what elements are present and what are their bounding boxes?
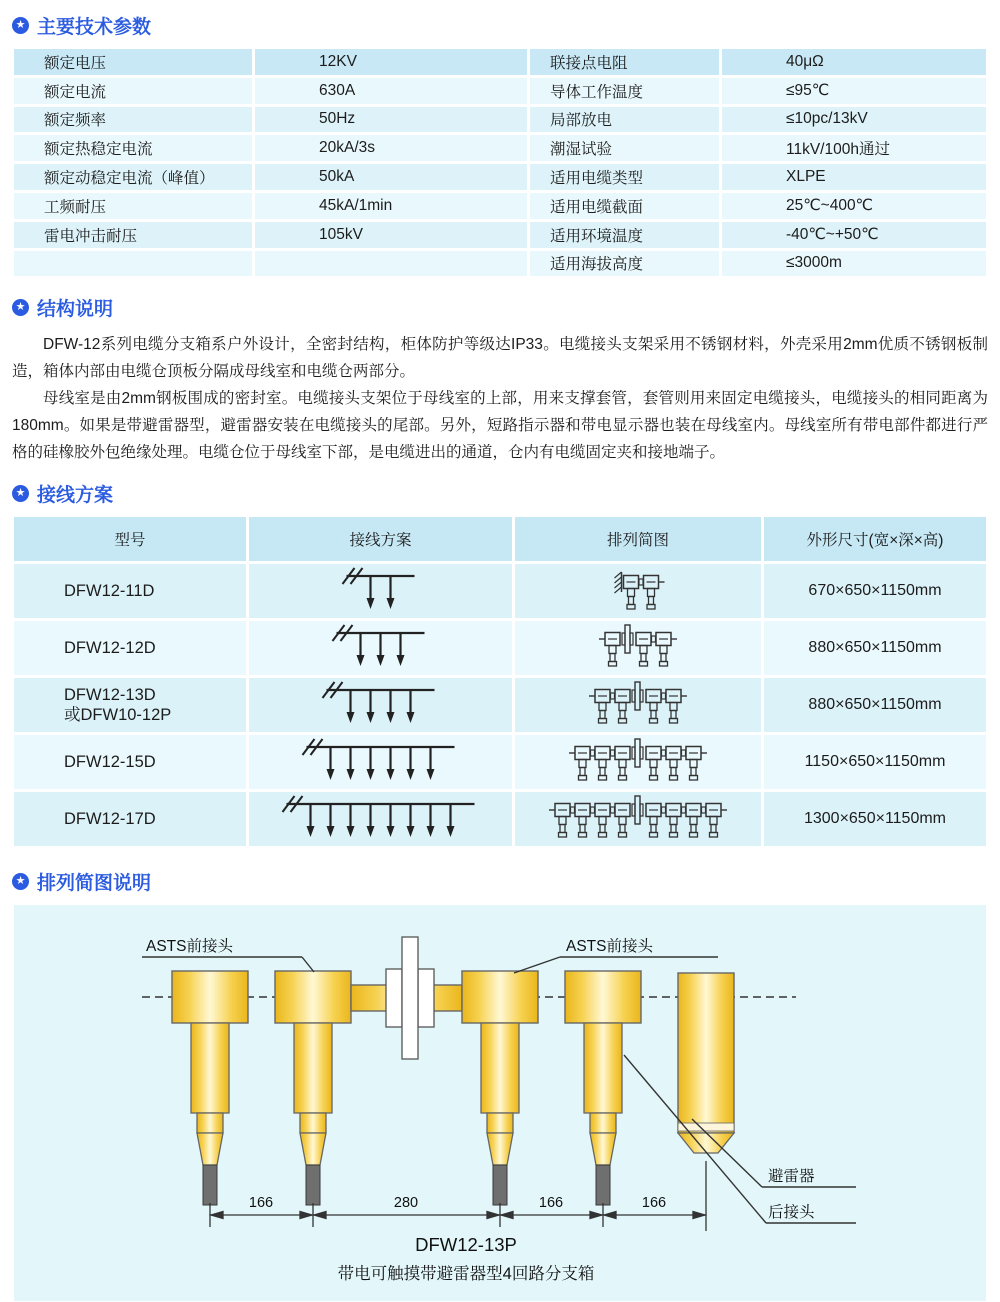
layout-glyph: [523, 623, 753, 673]
star-circle-icon: [12, 873, 29, 890]
layout-glyph: [523, 680, 753, 730]
wiring-diagram-cell: [249, 735, 512, 789]
model-cell: [14, 621, 246, 675]
section-title-text: 主要技术参数: [37, 17, 152, 38]
star-glyph: ★: [15, 487, 26, 500]
wiring-scheme-table: [14, 517, 986, 846]
section-title-layout-note: [12, 868, 1000, 895]
arrester-label: 避雷器: [768, 1168, 815, 1186]
layout-diagram-cell: [515, 678, 761, 732]
model-label: 或DFW10-12P: [64, 706, 172, 725]
dimensions-value: 1150×650×1150mm: [764, 735, 986, 789]
param-label: 适用电缆类型: [530, 164, 719, 190]
structure-paragraph-2: 母线室是由2mm钢板围成的密封室。电缆接头支架位于母线室的上部，用来支撑套管，套管则用来固定电缆接头，电缆接头的相同距离为180mm。如果是带避雷器型，避雷器安装在电缆接头的尾部。另外，短路指示器和带电显示器也装在母线室内。母线室所有带电部件都进行严格的硅橡胶外包绝缘处理。电缆仓位于母线室下部，是电缆进出的通道，仓内有电缆固定夹和接地端子。: [12, 390, 988, 462]
section-title-params: [12, 12, 1000, 39]
column-header-dimensions: 外形尺寸(宽×深×高): [764, 517, 986, 561]
layout-glyph: [523, 566, 753, 616]
rear-connector-label: 后接头: [768, 1204, 815, 1222]
wiring-diagram-cell: [249, 564, 512, 618]
param-label: [14, 251, 252, 277]
star-glyph: ★: [15, 301, 26, 314]
dimensions-value: 1300×650×1150mm: [764, 792, 986, 846]
param-value: 630A: [255, 78, 527, 104]
param-value: 12KV: [255, 49, 527, 75]
param-label: 导体工作温度: [530, 78, 719, 104]
layout-diagram: [14, 905, 986, 1301]
param-label: 额定电流: [14, 78, 252, 104]
star-circle-icon: [12, 485, 29, 502]
param-label: 适用电缆截面: [530, 193, 719, 219]
param-value: 25℃~400℃: [722, 193, 986, 219]
layout-diagram-cell: [515, 735, 761, 789]
section-title-text: 排列简图说明: [37, 873, 152, 895]
param-label: 雷电冲击耐压: [14, 222, 252, 248]
param-value: XLPE: [722, 164, 986, 190]
tech-params-table: [14, 49, 986, 276]
param-value: 20kA/3s: [255, 135, 527, 161]
front-connector-label-right: ASTS前接头: [566, 938, 653, 956]
star-glyph: ★: [15, 19, 26, 31]
param-value: 50kA: [255, 164, 527, 190]
wiring-scheme-glyph: [258, 679, 503, 731]
param-value: ≤10pc/13kV: [722, 107, 986, 133]
model-label: DFW12-15D: [64, 753, 156, 772]
model-cell: [14, 564, 246, 618]
wiring-scheme-glyph: [258, 565, 503, 617]
figure-model-label: DFW12-13P: [415, 1234, 517, 1256]
param-value: 50Hz: [255, 107, 527, 133]
layout-diagram-cell: [515, 564, 761, 618]
dimensions-value: 880×650×1150mm: [764, 621, 986, 675]
model-cell: [14, 735, 246, 789]
wiring-scheme-glyph: [258, 622, 503, 674]
wiring-diagram-cell: [249, 678, 512, 732]
dim-value-4: 166: [641, 1195, 667, 1212]
layout-diagram-panel: [14, 905, 986, 1301]
layout-glyph: [523, 737, 753, 787]
dim-value-1: 166: [248, 1195, 274, 1212]
param-value: [255, 251, 527, 277]
star-circle-icon: [12, 17, 29, 34]
model-label: DFW12-12D: [64, 639, 156, 658]
model-label: DFW12-11D: [64, 582, 155, 601]
dim-value-3: 166: [538, 1195, 564, 1212]
column-header-model: 型号: [14, 517, 246, 561]
wiring-diagram-cell: [249, 621, 512, 675]
section-title-text: 接线方案: [37, 485, 114, 507]
param-value: 11kV/100h通过: [722, 135, 986, 161]
param-label: 额定动稳定电流（峰值）: [14, 164, 252, 190]
param-value: -40℃~+50℃: [722, 222, 986, 248]
dimension-lines: [210, 1161, 706, 1231]
layout-diagram-cell: [515, 621, 761, 675]
front-connector-label-left: ASTS前接头: [146, 938, 233, 956]
arrester-body: [678, 973, 734, 1153]
star-glyph: ★: [15, 875, 26, 888]
bushing-flange: [386, 937, 434, 1059]
param-label: 适用海拔高度: [530, 251, 719, 277]
model-cell: [14, 678, 246, 732]
section-title-wiring: [12, 480, 1000, 507]
param-value: 45kA/1min: [255, 193, 527, 219]
column-header-layout: 排列简图: [515, 517, 761, 561]
param-label: 潮湿试验: [530, 135, 719, 161]
model-cell: [14, 792, 246, 846]
section-title-text: 结构说明: [37, 299, 114, 321]
param-label: 额定电压: [14, 49, 252, 75]
param-label: 适用环境温度: [530, 222, 719, 248]
dim-value-2: 280: [393, 1195, 419, 1212]
wiring-scheme-glyph: [258, 793, 503, 845]
param-label: 局部放电: [530, 107, 719, 133]
figure-caption: 带电可触摸带避雷器型4回路分支箱: [337, 1265, 595, 1284]
wiring-diagram-cell: [249, 792, 512, 846]
param-value: 105kV: [255, 222, 527, 248]
param-value: ≤3000m: [722, 251, 986, 277]
dimensions-value: 880×650×1150mm: [764, 678, 986, 732]
param-label: 额定频率: [14, 107, 252, 133]
structure-description: [12, 331, 988, 466]
model-label: DFW12-17D: [64, 810, 156, 829]
column-header-wiring: 接线方案: [249, 517, 512, 561]
param-value: 40μΩ: [722, 49, 986, 75]
section-title-structure: [12, 294, 1000, 321]
layout-diagram-cell: [515, 792, 761, 846]
layout-glyph: [523, 794, 753, 844]
dimensions-value: 670×650×1150mm: [764, 564, 986, 618]
param-label: 工频耐压: [14, 193, 252, 219]
param-label: 联接点电阻: [530, 49, 719, 75]
wiring-scheme-glyph: [258, 736, 503, 788]
param-value: ≤95℃: [722, 78, 986, 104]
model-label: DFW12-13D: [64, 685, 156, 704]
structure-paragraph-1: DFW-12系列电缆分支箱系户外设计，全密封结构，柜体防护等级达IP33。电缆接头支架采用不锈钢材料，外壳采用2mm优质不锈钢板制造，箱体内部由电缆仓顶板分隔成母线室和电缆仓两部分。: [12, 336, 988, 381]
param-label: 额定热稳定电流: [14, 135, 252, 161]
star-circle-icon: [12, 299, 29, 316]
